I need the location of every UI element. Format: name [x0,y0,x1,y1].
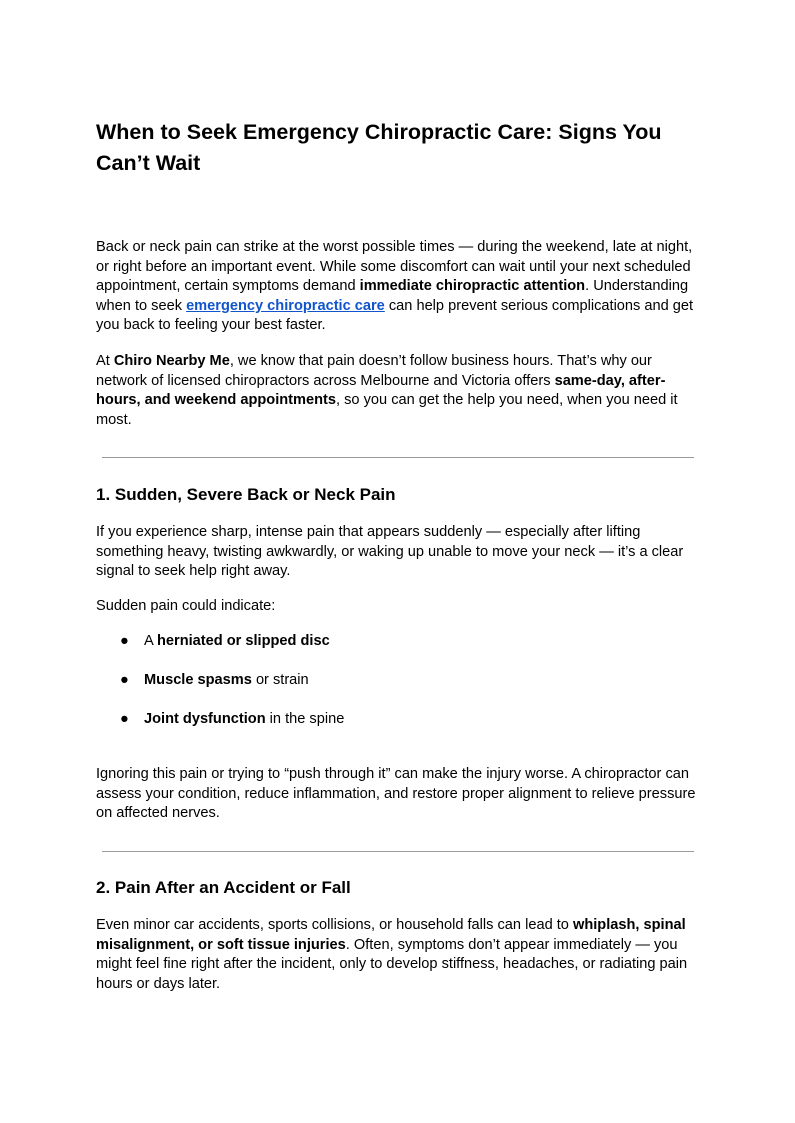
section2-bold-1: whiplash, spinal misalignment, or soft tissue injuries [96,917,686,953]
intro-bold-1: immediate chiropractic attention [359,278,586,295]
list-item [120,671,309,691]
emergency-care-link[interactable]: emergency chiropractic care [186,297,385,314]
about-text-2: , we know that pain doesn’t follow business hours. That’s why our network of licensed chiropractors across Melbourne and Victoria offers [96,353,652,389]
about-paragraph [96,352,700,430]
about-bold-1: same-day, after-hours, and weekend appointments [96,372,666,409]
about-text-3: , so you can get the help you need, when you need it most. [96,392,678,428]
list-item-bold: Muscle spasms [144,672,252,688]
section-divider-1 [102,457,694,458]
list-item [120,632,330,652]
page-title: When to Seek Emergency Chiropractic Care: Signs You Can’t Wait [96,120,662,175]
section2-text-1: Even minor car accidents, sports collisions, or household falls can lead to [96,917,573,933]
list-item-bold: herniated or slipped disc [156,633,330,649]
section-divider-2 [102,851,694,852]
brand-name: Chiro Nearby Me [113,353,230,369]
section2-paragraph [96,916,700,994]
section1-lead: Sudden pain could indicate: [96,598,276,614]
bullet-icon: ● [120,672,129,688]
list-item-bold: Joint dysfunction [144,711,266,727]
bullet-icon: ● [120,711,129,727]
section1-heading: 1. Sudden, Severe Back or Neck Pain [96,485,396,504]
list-item-text: or strain [251,672,309,688]
about-text-1: At [96,353,114,369]
section2-text-2: . Often, symptoms don’t appear immediately — you might feel fine right after the incident, only to develop stiffness, headaches, or radiating pain hours or days later. [96,936,688,992]
intro-text-2: . Understanding when to seek [96,278,689,314]
section1-paragraph-1: If you experience sharp, intense pain that appears suddenly — especially after lifting something heavy, twisting awkwardly, or waking up unable to move your neck — it’s a clear signal to seek help right away. [96,524,684,580]
section2-heading: 2. Pain After an Accident or Fall [96,878,351,897]
bullet-icon: ● [120,633,129,649]
list-item-text: in the spine [265,711,345,727]
intro-text-1: Back or neck pain can strike at the worst possible times — during the weekend, late at night, or right before an important event. While some discomfort can wait until your next scheduled appointment, certain symptoms demand [96,239,693,295]
section1-paragraph-2: Ignoring this pain or trying to “push through it” can make the injury worse. A chiropractor can assess your condition, reduce inflammation, and restore proper alignment to relieve pressure on affected nerves. [96,766,696,822]
list-item [120,710,344,730]
intro-text-3: can help prevent serious complications and get you back to feeling your best faster. [96,297,694,334]
list-item-text: A [144,633,157,649]
intro-paragraph [96,238,700,336]
